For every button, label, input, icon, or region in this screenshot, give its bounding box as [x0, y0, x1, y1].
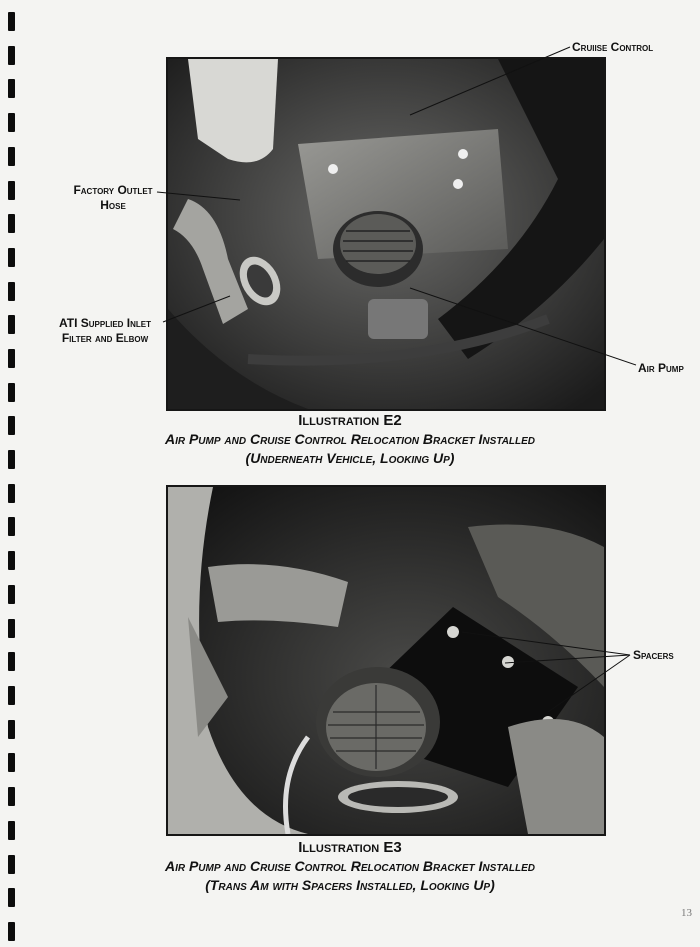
binding-hole [8, 383, 15, 402]
caption-line-1: Air Pump and Cruise Control Relocation Bracket Installed [164, 431, 536, 447]
caption-title: Illustration E3 [298, 839, 402, 856]
photo-illustration-e3 [166, 485, 606, 836]
binding-hole [8, 12, 15, 31]
callout-line: Hose [100, 198, 126, 212]
binding-hole [8, 517, 15, 536]
binding-hole [8, 652, 15, 671]
binding-hole [8, 619, 15, 638]
callout-line: Filter and Elbow [61, 331, 149, 345]
page-number: 13 [681, 907, 692, 919]
binding-hole [8, 551, 15, 570]
binding-hole [8, 753, 15, 772]
binding-hole [8, 349, 15, 368]
photo-illustration-e2 [166, 57, 606, 411]
binding-hole [8, 181, 15, 200]
binding-hole [8, 787, 15, 806]
callout-air-pump: Air Pump [638, 361, 684, 375]
callout-cruise-control: Cruiise Control [572, 40, 654, 54]
binding-hole [8, 248, 15, 267]
binding-hole [8, 922, 15, 941]
caption-line-2: (Trans Am with Spacers Installed, Looking Up) [205, 877, 495, 893]
binding-hole [8, 282, 15, 301]
callout-ati-inlet-filter [44, 316, 166, 346]
binding-hole [8, 46, 15, 65]
caption-illustration-e3 [0, 838, 700, 895]
callout-spacers: Spacers [633, 648, 674, 662]
binding-hole [8, 720, 15, 739]
caption-illustration-e2 [0, 411, 700, 468]
binding-hole [8, 113, 15, 132]
binding-hole [8, 214, 15, 233]
binding-hole [8, 585, 15, 604]
binding-hole [8, 147, 15, 166]
binding-hole [8, 484, 15, 503]
caption-title: Illustration E2 [298, 412, 402, 429]
binding-hole [8, 315, 15, 334]
binding-hole [8, 79, 15, 98]
callout-factory-outlet-hose [70, 183, 156, 213]
caption-line-2: (Underneath Vehicle, Looking Up) [245, 450, 455, 466]
callout-line: Factory Outlet [73, 183, 153, 197]
binding-hole [8, 686, 15, 705]
callout-line: ATI Supplied Inlet [58, 316, 151, 330]
caption-line-1: Air Pump and Cruise Control Relocation Bracket Installed [164, 858, 536, 874]
